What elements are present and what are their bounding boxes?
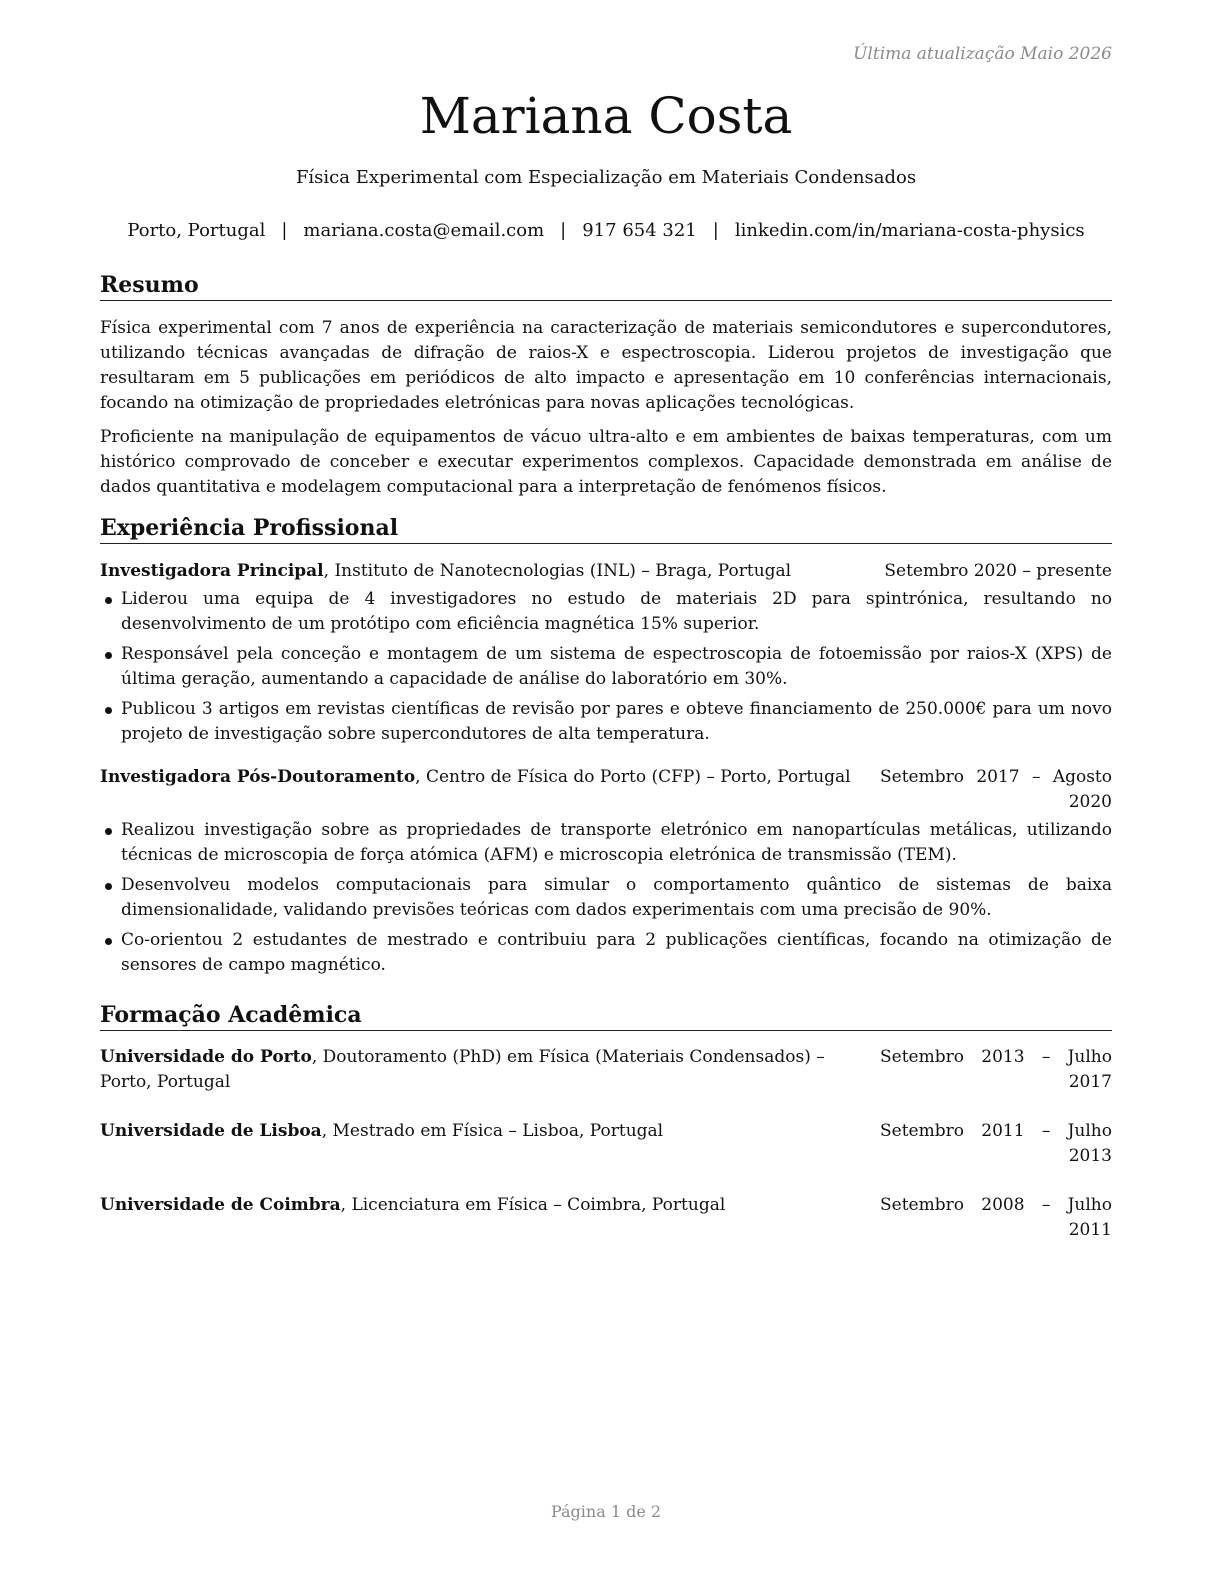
degree-detail: , Licenciatura em Física – Coimbra, Portugal <box>340 1195 726 1215</box>
contact-location: Porto, Portugal <box>127 220 266 241</box>
experience-title: Experiência Profissional <box>100 514 1112 544</box>
contact-phone: 917 654 321 <box>582 220 697 241</box>
school-name: Universidade do Porto <box>100 1047 312 1067</box>
summary-section <box>100 271 1112 500</box>
job-bullet: Liderou uma equipa de 4 investigadores no estudo de materiais 2D para spintrónica, resultando no desenvolvimento de um protótipo com eficiência magnética 15% superior. <box>100 587 1112 637</box>
candidate-headline: Física Experimental com Especialização em Materiais Condensados <box>295 167 917 188</box>
contact-separator: | <box>560 220 567 241</box>
education-section <box>100 1001 1112 1243</box>
bullet-icon <box>105 652 112 659</box>
bullet-icon <box>105 707 112 714</box>
experience-section <box>100 514 1112 983</box>
job-organization: , Centro de Física do Porto (CFP) – Porto, Portugal <box>415 767 851 787</box>
job-bullet: Desenvolveu modelos computacionais para simular o comportamento quântico de sistemas de baixa dimensionalidade, validando previsões teóricas com dados experimentais com uma precisão de 90%. <box>100 873 1112 923</box>
degree-detail: , Mestrado em Física – Lisboa, Portugal <box>321 1121 664 1141</box>
candidate-name: Mariana Costa <box>419 87 793 145</box>
school-name: Universidade de Coimbra <box>100 1195 341 1215</box>
education-title: Formação Acadêmica <box>100 1001 1112 1031</box>
education-entry <box>100 1119 1112 1169</box>
degree-detail: , Doutoramento (PhD) em Física (Materiais Condensados) – Porto, Portugal <box>100 1047 825 1092</box>
job-bullet: Publicou 3 artigos em revistas científicas de revisão por pares e obteve financiamento de 250.000€ para um novo projeto de investigação sobre supercondutores de alta temperatura. <box>100 697 1112 747</box>
job-bullet: Responsável pela conceção e montagem de um sistema de espectroscopia de fotoemissão por raios-X (XPS) de última geração, aumentando a capacidade de análise do laboratório em 30%. <box>100 642 1112 692</box>
job-bullet-list <box>100 818 1112 978</box>
education-dates: Setembro 2011 – Julho 2013 <box>880 1121 1112 1166</box>
experience-entry <box>100 765 1112 978</box>
job-bullet: Realizou investigação sobre as propriedades de transporte eletrónico em nanopartículas metálicas, utilizando técnicas de microscopia de força atómica (AFM) e microscopia eletrónica de transmissão (TEM). <box>100 818 1112 868</box>
job-bullet-list <box>100 587 1112 747</box>
job-dates: Setembro 2017 – Agosto 2020 <box>880 767 1112 812</box>
job-bullet: Co-orientou 2 estudantes de mestrado e contribuiu para 2 publicações científicas, focando na otimização de sensores de campo magnético. <box>100 928 1112 978</box>
last-updated-note: Última atualização Maio 2026 <box>853 44 1112 64</box>
experience-entry <box>100 559 1112 747</box>
education-dates: Setembro 2013 – Julho 2017 <box>880 1047 1112 1092</box>
experience-entry-header <box>100 765 1112 815</box>
resume-page <box>100 0 1112 1584</box>
bullet-icon <box>105 938 112 945</box>
contact-email-link[interactable]: mariana.costa@email.com <box>303 220 545 241</box>
page-number: Página 1 de 2 <box>550 1502 662 1521</box>
education-entry <box>100 1193 1112 1243</box>
school-name: Universidade de Lisboa <box>100 1121 322 1141</box>
education-dates: Setembro 2008 – Julho 2011 <box>880 1195 1112 1240</box>
bullet-icon <box>105 828 112 835</box>
job-dates: Setembro 2020 – presente <box>884 561 1112 581</box>
education-entry <box>100 1045 1112 1095</box>
contact-linkedin-link[interactable]: linkedin.com/in/mariana-costa-physics <box>734 220 1085 241</box>
summary-title: Resumo <box>100 271 1112 301</box>
contact-separator: | <box>712 220 719 241</box>
contact-line <box>100 220 1112 241</box>
job-role: Investigadora Pós-Doutoramento <box>100 767 416 787</box>
summary-paragraph: Física experimental com 7 anos de experiência na caracterização de materiais semicondutores e supercondutores, utilizando técnicas avançadas de difração de raios-X e espectroscopia. Liderou projetos de investigação que resultaram em 5 publicações em periódicos de alto impacto e apresentação em 10 conferências internacionais, focando na otimização de propriedades eletrónicas para novas aplicações tecnológicas. <box>100 318 1112 413</box>
job-role: Investigadora Principal <box>100 561 324 581</box>
experience-entry-header <box>100 559 1112 584</box>
job-organization: , Instituto de Nanotecnologias (INL) – Braga, Portugal <box>323 561 792 581</box>
contact-separator: | <box>281 220 288 241</box>
bullet-icon <box>105 883 112 890</box>
summary-paragraph: Proficiente na manipulação de equipamentos de vácuo ultra-alto e em ambientes de baixas temperaturas, com um histórico comprovado de conceber e executar experimentos complexos. Capacidade demonstrada em análise de dados quantitativa e modelagem computacional para a interpretação de fenómenos físicos. <box>100 427 1112 497</box>
bullet-icon <box>105 597 112 604</box>
